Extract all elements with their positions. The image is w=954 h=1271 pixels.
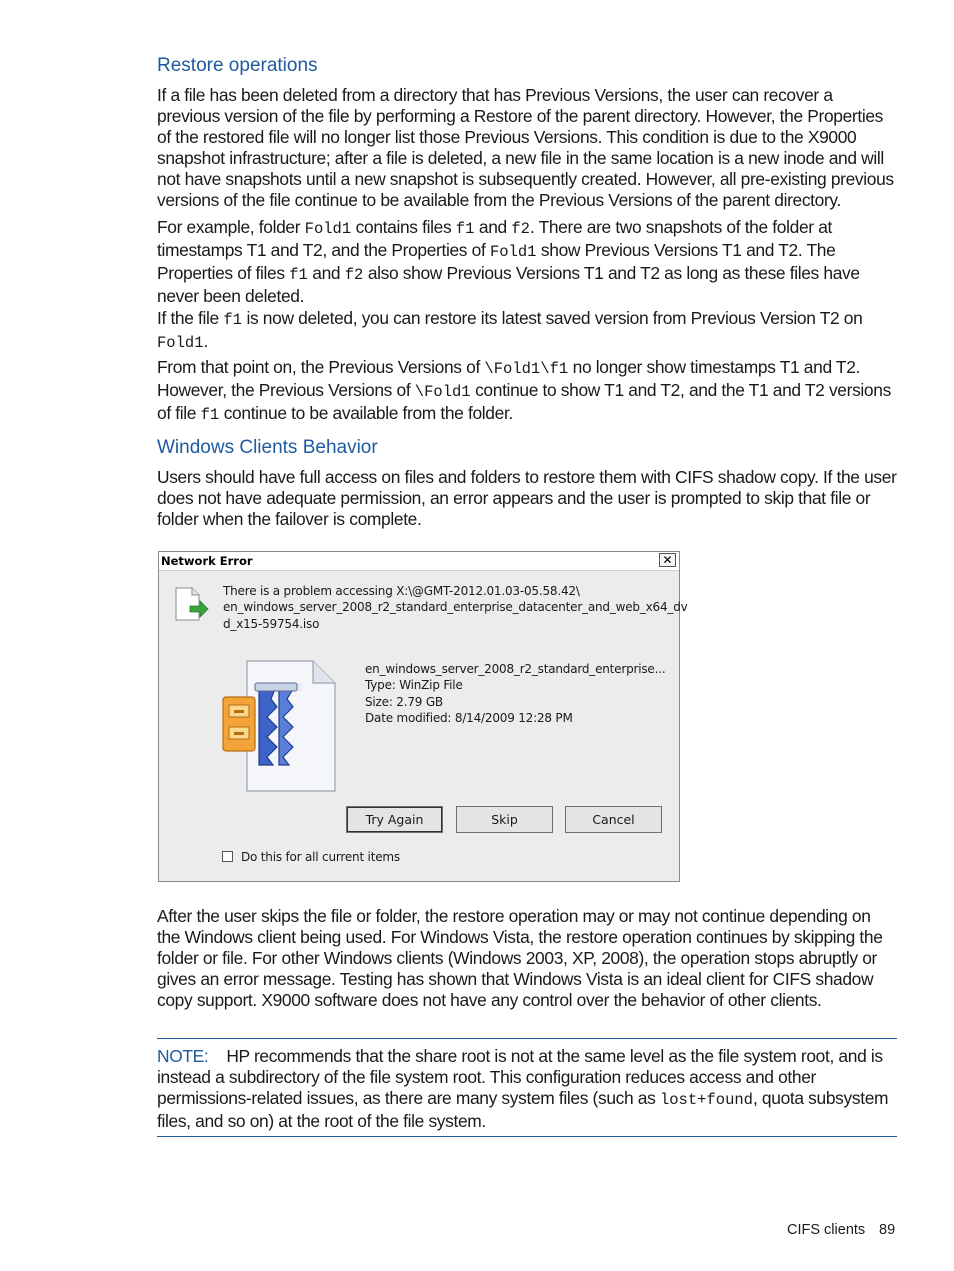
file-name: en_windows_server_2008_r2_standard_enterprise... — [365, 662, 666, 676]
paragraph-restore-after: From that point on, the Previous Versions of \Fold1\f1 no longer show timestamps T1 and T2. However, the Previous Versions of \Fold1 continue to show T1 and T2, and the T1 and T2 versions of file f1 continue to be available from the folder. — [157, 357, 891, 424]
dialog-title-bar — [159, 552, 679, 571]
note-bottom-rule — [157, 1136, 897, 1137]
file-date-modified: Date modified: 8/14/2009 12:28 PM — [365, 710, 573, 725]
file-size: Size: 2.79 GB — [365, 694, 443, 709]
heading-restore-operations: Restore operations — [157, 55, 318, 76]
close-icon[interactable]: ✕ — [659, 553, 676, 567]
note-block: NOTE: HP recommends that the share root is not at the same level as the file system root, and is instead a subdirectory of the file system root. This configuration reduces access and other permissions-related issues, as there are many system files (such as lost+found, quota subsystem files, and so on) at the root of the file system. — [157, 1046, 889, 1131]
file-copy-icon — [173, 584, 209, 624]
heading-windows-clients-behavior: Windows Clients Behavior — [157, 437, 378, 458]
paragraph-restore-intro: If a file has been deleted from a directory that has Previous Versions, the user can recover a previous version of the file by performing a Restore of the parent directory. However, the Properties of the restored file will no longer list those Previous Versions. This condition is due to the X9000 snapshot infrastructure; after a file is deleted, a new file in the same location is a new inode and will not have snapshots until a new snapshot is subsequently created. However, all pre-existing previous versions of the file continue to be available from the Previous Versions of the parent directory. — [157, 85, 894, 210]
dialog-title: Network Error — [161, 554, 253, 568]
apply-to-all-checkbox[interactable] — [222, 851, 233, 862]
footer-page-number: 89 — [879, 1222, 896, 1238]
file-type: Type: WinZip File — [365, 678, 463, 693]
paragraph-windows-access: Users should have full access on files and folders to restore them with CIFS shadow copy. If the user does not have adequate permission, an error appears and the user is prompted to skip that file or folder when the failover is complete. — [157, 467, 897, 529]
file-details — [365, 661, 665, 726]
footer-section-name: CIFS clients — [787, 1222, 866, 1238]
note-label: NOTE: — [157, 1046, 209, 1066]
note-top-rule — [157, 1038, 897, 1039]
paragraph-windows-skip: After the user skips the file or folder, the restore operation may or may not continue depending on the Windows client being used. For Windows Vista, the restore operation continues by skipping the folder or file. For other Windows clients (Windows 2003, XP, 2008), the operation stops abruptly or gives an error message. Testing has shown that Windows Vista is an ideal client for CIFS shadow copy support. X9000 software does not have any control over the behavior of other clients. — [157, 906, 883, 1010]
paragraph-restore-example: For example, folder Fold1 contains files f1 and f2. There are two snapshots of the folder at timestamps T1 and T2, and the Properties of Fold1 show Previous Versions T1 and T2. The Properties of files f1 and f2 also show Previous Versions T1 and T2 as long as these files have never been deleted. — [157, 217, 860, 306]
network-error-dialog — [158, 551, 688, 882]
try-again-button[interactable]: Try Again — [346, 806, 443, 833]
apply-to-all-label: Do this for all current items — [241, 850, 400, 864]
dialog-message: There is a problem accessing X:\@GMT-2012.01.03-05.58.42\ en_windows_server_2008_r2_standard_enterprise_datacenter_and_web_x64_dv d_x15-59754.iso — [223, 584, 688, 631]
paragraph-restore-deleted: If the file f1 is now deleted, you can restore its latest saved version from Previous Version T2 on Fold1. — [157, 308, 863, 352]
cancel-button[interactable]: Cancel — [565, 806, 662, 833]
winzip-file-icon — [221, 659, 339, 793]
skip-button[interactable]: Skip — [456, 806, 553, 833]
